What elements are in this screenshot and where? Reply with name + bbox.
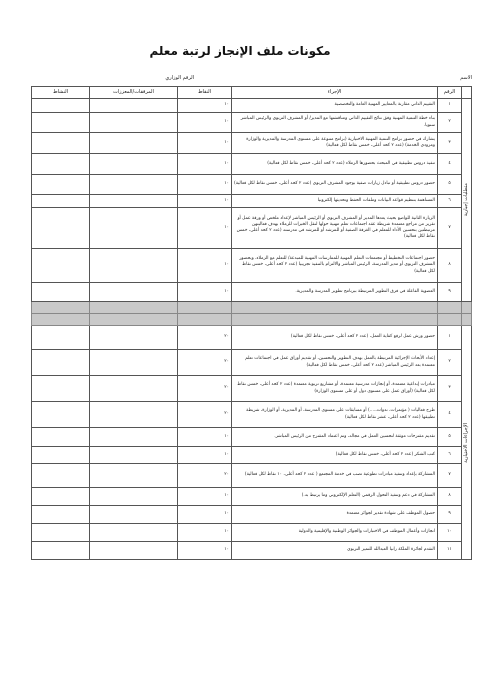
activity-cell: [32, 326, 90, 350]
procedure-text: التقدم لجائزة الملكة رانيا العبدالله للتميز التربوي: [232, 542, 438, 560]
table-row: [32, 283, 472, 302]
row-number: ٦: [438, 447, 462, 464]
activity-cell: [32, 542, 90, 560]
activity-cell: [32, 402, 90, 428]
activity-cell: [32, 350, 90, 376]
attachments-cell: [90, 113, 178, 133]
separator-cell: [232, 302, 438, 314]
separator-cell: [232, 314, 438, 326]
separator-row: [32, 314, 472, 326]
points-value: ١٠: [178, 99, 232, 113]
table-body: [32, 99, 472, 560]
procedure-text: بناء خطة التنمية المهنية وفق نتائج التقييم الذاتي ومناقشتها مع المدير/ أو المشرف التربوي والرئيس المباشر سنويا.: [232, 113, 438, 133]
achievement-table: [31, 86, 472, 560]
procedure-text: كتب الشكر (عدد ٢ كحد أعلى، خمس نقاط لكل فعالية): [232, 447, 438, 464]
row-number: ٦: [438, 195, 462, 208]
separator-cell: [32, 302, 90, 314]
attachments-cell: [90, 175, 178, 195]
attachments-cell: [90, 506, 178, 524]
procedure-text: المساهمة بتنظيم قواعد البيانات وملفات الحفظ وتحديثها إلكترونيا: [232, 195, 438, 208]
table-row: [32, 402, 472, 428]
points-value: ١٠: [178, 506, 232, 524]
row-number: ٣: [438, 376, 462, 402]
attachments-cell: [90, 464, 178, 488]
attachments-cell: [90, 208, 178, 249]
activity-cell: [32, 113, 90, 133]
page-title: مكونات ملف الإنجاز لرتبة معلم: [149, 44, 331, 58]
header-labels-row: [32, 75, 472, 85]
attachments-cell: [90, 428, 178, 447]
points-value: ٢٠: [178, 326, 232, 350]
activity-cell: [32, 133, 90, 154]
separator-cell: [438, 302, 462, 314]
section-optional-label: الإجراءات الاختيارية: [463, 422, 470, 463]
row-number: ٩: [438, 506, 462, 524]
row-number: ١١: [438, 542, 462, 560]
table-row: [32, 326, 472, 350]
section-mandatory: [462, 99, 472, 302]
section-optional: [462, 326, 472, 560]
activity-cell: [32, 195, 90, 208]
points-value: ١٠: [178, 175, 232, 195]
activity-cell: [32, 447, 90, 464]
separator-cell: [90, 314, 178, 326]
row-number: ٩: [438, 283, 462, 302]
points-value: ١٠: [178, 133, 232, 154]
row-number: ٤: [438, 154, 462, 175]
table-row: [32, 249, 472, 283]
row-number: ١: [438, 326, 462, 350]
separator-cell: [462, 302, 472, 314]
table-row: [32, 447, 472, 464]
points-value: ١٠: [178, 249, 232, 283]
procedure-text: إعداد الأبحاث الإجرائية المرتبطة بالعمل بهدف التطوير والتحسين، أو تقديم أوراق عمل في اجتماعات تعلم معتمدة بعد الرئيس المباشر (عدد ٢ كحد أعلى، خمس نقاط لكل فعالية): [232, 350, 438, 376]
points-value: ١٠: [178, 154, 232, 175]
table-row: [32, 428, 472, 447]
table-header-row: [32, 87, 472, 99]
separator-cell: [462, 314, 472, 326]
table-row: [32, 350, 472, 376]
separator-row: [32, 302, 472, 314]
activity-cell: [32, 506, 90, 524]
row-number: ٣: [438, 133, 462, 154]
points-value: ١٠: [178, 524, 232, 542]
attachments-cell: [90, 99, 178, 113]
procedure-text: حضور ورش عمل لرفع كفاية العمل، (عدد ٢ كحد أعلى، خمس نقاط لكل فعالية): [232, 326, 438, 350]
row-number: ٢: [438, 350, 462, 376]
table-row: [32, 464, 472, 488]
activity-cell: [32, 154, 90, 175]
points-header: النقاط: [178, 87, 232, 99]
attachments-cell: [90, 350, 178, 376]
procedure-text: المشاركة بإعداد وتنفيذ مبادرات تطوعية تصب في خدمة المجتمع ( عدد ٢ كحد أعلى، ١٠ نقاط لكل فعالية): [232, 464, 438, 488]
separator-cell: [178, 302, 232, 314]
attachments-cell: [90, 195, 178, 208]
separator-cell: [178, 314, 232, 326]
table-row: [32, 195, 472, 208]
procedure-text: حضور دروس تطبيقية أو تبادل زيارات صفية بوجود المشرف التربوي (عدد ٢ كحد أعلى، خمس نقاط لكل فعالية): [232, 175, 438, 195]
attachments-cell: [90, 283, 178, 302]
separator-cell: [90, 302, 178, 314]
name-label: الاسم: [460, 75, 472, 81]
row-number: ١٠: [438, 524, 462, 542]
procedure-text: مبادرات إبداعية معتمدة، أو إنجازات مدرسية معتمدة، أو مشاريع تربوية معتمدة (عدد ٢ كحد أعلى، خمس نقاط لكل فعالية) (أوراق عمل على مستوى دول أو على مستوى الوزارة): [232, 376, 438, 402]
procedure-text: طرح فعاليات ( مؤتمرات، ندوات،....) أو مسابقات على مستوى المدرسة، أو المديرية، أو الوزارة، شريطة تطبيقها (عدد ٢ كحد أعلى، عشر نقاط لكل فعالية): [232, 402, 438, 428]
activity-cell: [32, 208, 90, 249]
activity-header: النشاط: [32, 87, 90, 99]
table-row: [32, 154, 472, 175]
national-number-label: الرقم الوزاري: [165, 75, 194, 81]
table-row: [32, 524, 472, 542]
activity-cell: [32, 99, 90, 113]
separator-cell: [438, 314, 462, 326]
section-mandatory-label: متطلبات إجبارية: [463, 183, 470, 217]
procedure-text: تنفيذ دروس تطبيقية في المبحث بحضورها الزملاء (عدد ٢ كحد أعلى، خمس نقاط لكل فعالية): [232, 154, 438, 175]
attachments-cell: [90, 447, 178, 464]
row-number: ١: [438, 99, 462, 113]
section-header-cell: [462, 87, 472, 99]
points-value: ٢٠: [178, 464, 232, 488]
procedure-text: المشاركة في دعم وتنفيذ التحول الرقمي (التعلم الإلكتروني وما يرتبط به.): [232, 488, 438, 506]
attachments-cell: [90, 249, 178, 283]
procedure-text: الزيارة الثانية للواضع بحيث يعدها المدير أو المشرف التربوي أو الرئيس المباشر لإعداد ملخص أو ورقة عمل أو تقرير من مراجع معتمدة شريطة عقد اجتماعات تعلم مهنية حولها لنقل الخبرات للزملاء بهدف فعاليتهن مرتبطتين بتحسين الأداء للمعلم في الغرفة الصفية أو للمرشد أو للمرشد في مدرسته (عدد ٢ كحد أعلى، خمس نقاط لكل فعالية): [232, 208, 438, 249]
attachments-cell: [90, 154, 178, 175]
procedure-text: يشارك في حضور برامج التنمية المهنية الاختيارية (برامج متنوعة على مستوى المدرسة والمديرية والوزارة ومزودي الخدمة) (عدد ٢ كحد أعلى، خمس نقاط لكل فعالية): [232, 133, 438, 154]
points-value: ١٠: [178, 208, 232, 249]
points-value: ١٠: [178, 488, 232, 506]
attachments-header: المرفقات/المعززات: [90, 87, 178, 99]
activity-cell: [32, 283, 90, 302]
points-value: ١٠: [178, 428, 232, 447]
activity-cell: [32, 524, 90, 542]
points-value: ٢٠: [178, 350, 232, 376]
attachments-cell: [90, 488, 178, 506]
points-value: ١٠: [178, 447, 232, 464]
row-number: ٧: [438, 208, 462, 249]
procedure-text: حضور اجتماعات التخطيط أو مجتمعات التعلم المهنية للممارسات المهنية للمبدعة/ للتعلم مع الزملاء، وبحضور المشرف التربوي أو مدير المدرسة، الرئيس المباشر والالتزام بالتنفيذ تجريبيا (عدد ٢ كحد أعلى، خمس نقاط لكل فعالية): [232, 249, 438, 283]
activity-cell: [32, 428, 90, 447]
table-row: [32, 488, 472, 506]
attachments-cell: [90, 542, 178, 560]
points-value: ١٠: [178, 195, 232, 208]
row-number: ٥: [438, 428, 462, 447]
table-row: [32, 542, 472, 560]
row-number: ٢: [438, 113, 462, 133]
table-row: [32, 208, 472, 249]
row-number: ٧: [438, 464, 462, 488]
attachments-cell: [90, 326, 178, 350]
points-value: ٢٠: [178, 376, 232, 402]
row-number: ٨: [438, 488, 462, 506]
procedure-text: حصول الموظف على شهادة تقدير لجوائز معتمدة: [232, 506, 438, 524]
procedure-header: الإجراء: [232, 87, 438, 99]
separator-cell: [32, 314, 90, 326]
table-row: [32, 113, 472, 133]
procedure-text: التقييم الذاتي مقارنة بالمعايير المهنية العامة والتخصصية: [232, 99, 438, 113]
activity-cell: [32, 249, 90, 283]
activity-cell: [32, 376, 90, 402]
table-row: [32, 99, 472, 113]
attachments-cell: [90, 402, 178, 428]
procedure-text: تقديم مقترحات موثقة لتحسين العمل في مجاله، وتم اعتماد المقترح من الرئيس المباشر.: [232, 428, 438, 447]
points-value: ٢٠: [178, 402, 232, 428]
activity-cell: [32, 175, 90, 195]
activity-cell: [32, 488, 90, 506]
procedure-text: انجازات وأعمال الموظف في الاختبارات والجوائز الوطنية والإقليمية والدولية: [232, 524, 438, 542]
row-number: ٨: [438, 249, 462, 283]
attachments-cell: [90, 524, 178, 542]
attachments-cell: [90, 133, 178, 154]
table-row: [32, 376, 472, 402]
points-value: ١٠: [178, 283, 232, 302]
procedure-text: العضوية الفاعلة في فرق التطوير المرتبطة ببرنامج تطوير المدرسة والمديرية.: [232, 283, 438, 302]
table-row: [32, 175, 472, 195]
number-header: الرقم: [438, 87, 462, 99]
points-value: ١٠: [178, 113, 232, 133]
activity-cell: [32, 464, 90, 488]
row-number: ٤: [438, 402, 462, 428]
row-number: ٥: [438, 175, 462, 195]
table-row: [32, 506, 472, 524]
attachments-cell: [90, 376, 178, 402]
points-value: ١٠: [178, 542, 232, 560]
table-row: [32, 133, 472, 154]
